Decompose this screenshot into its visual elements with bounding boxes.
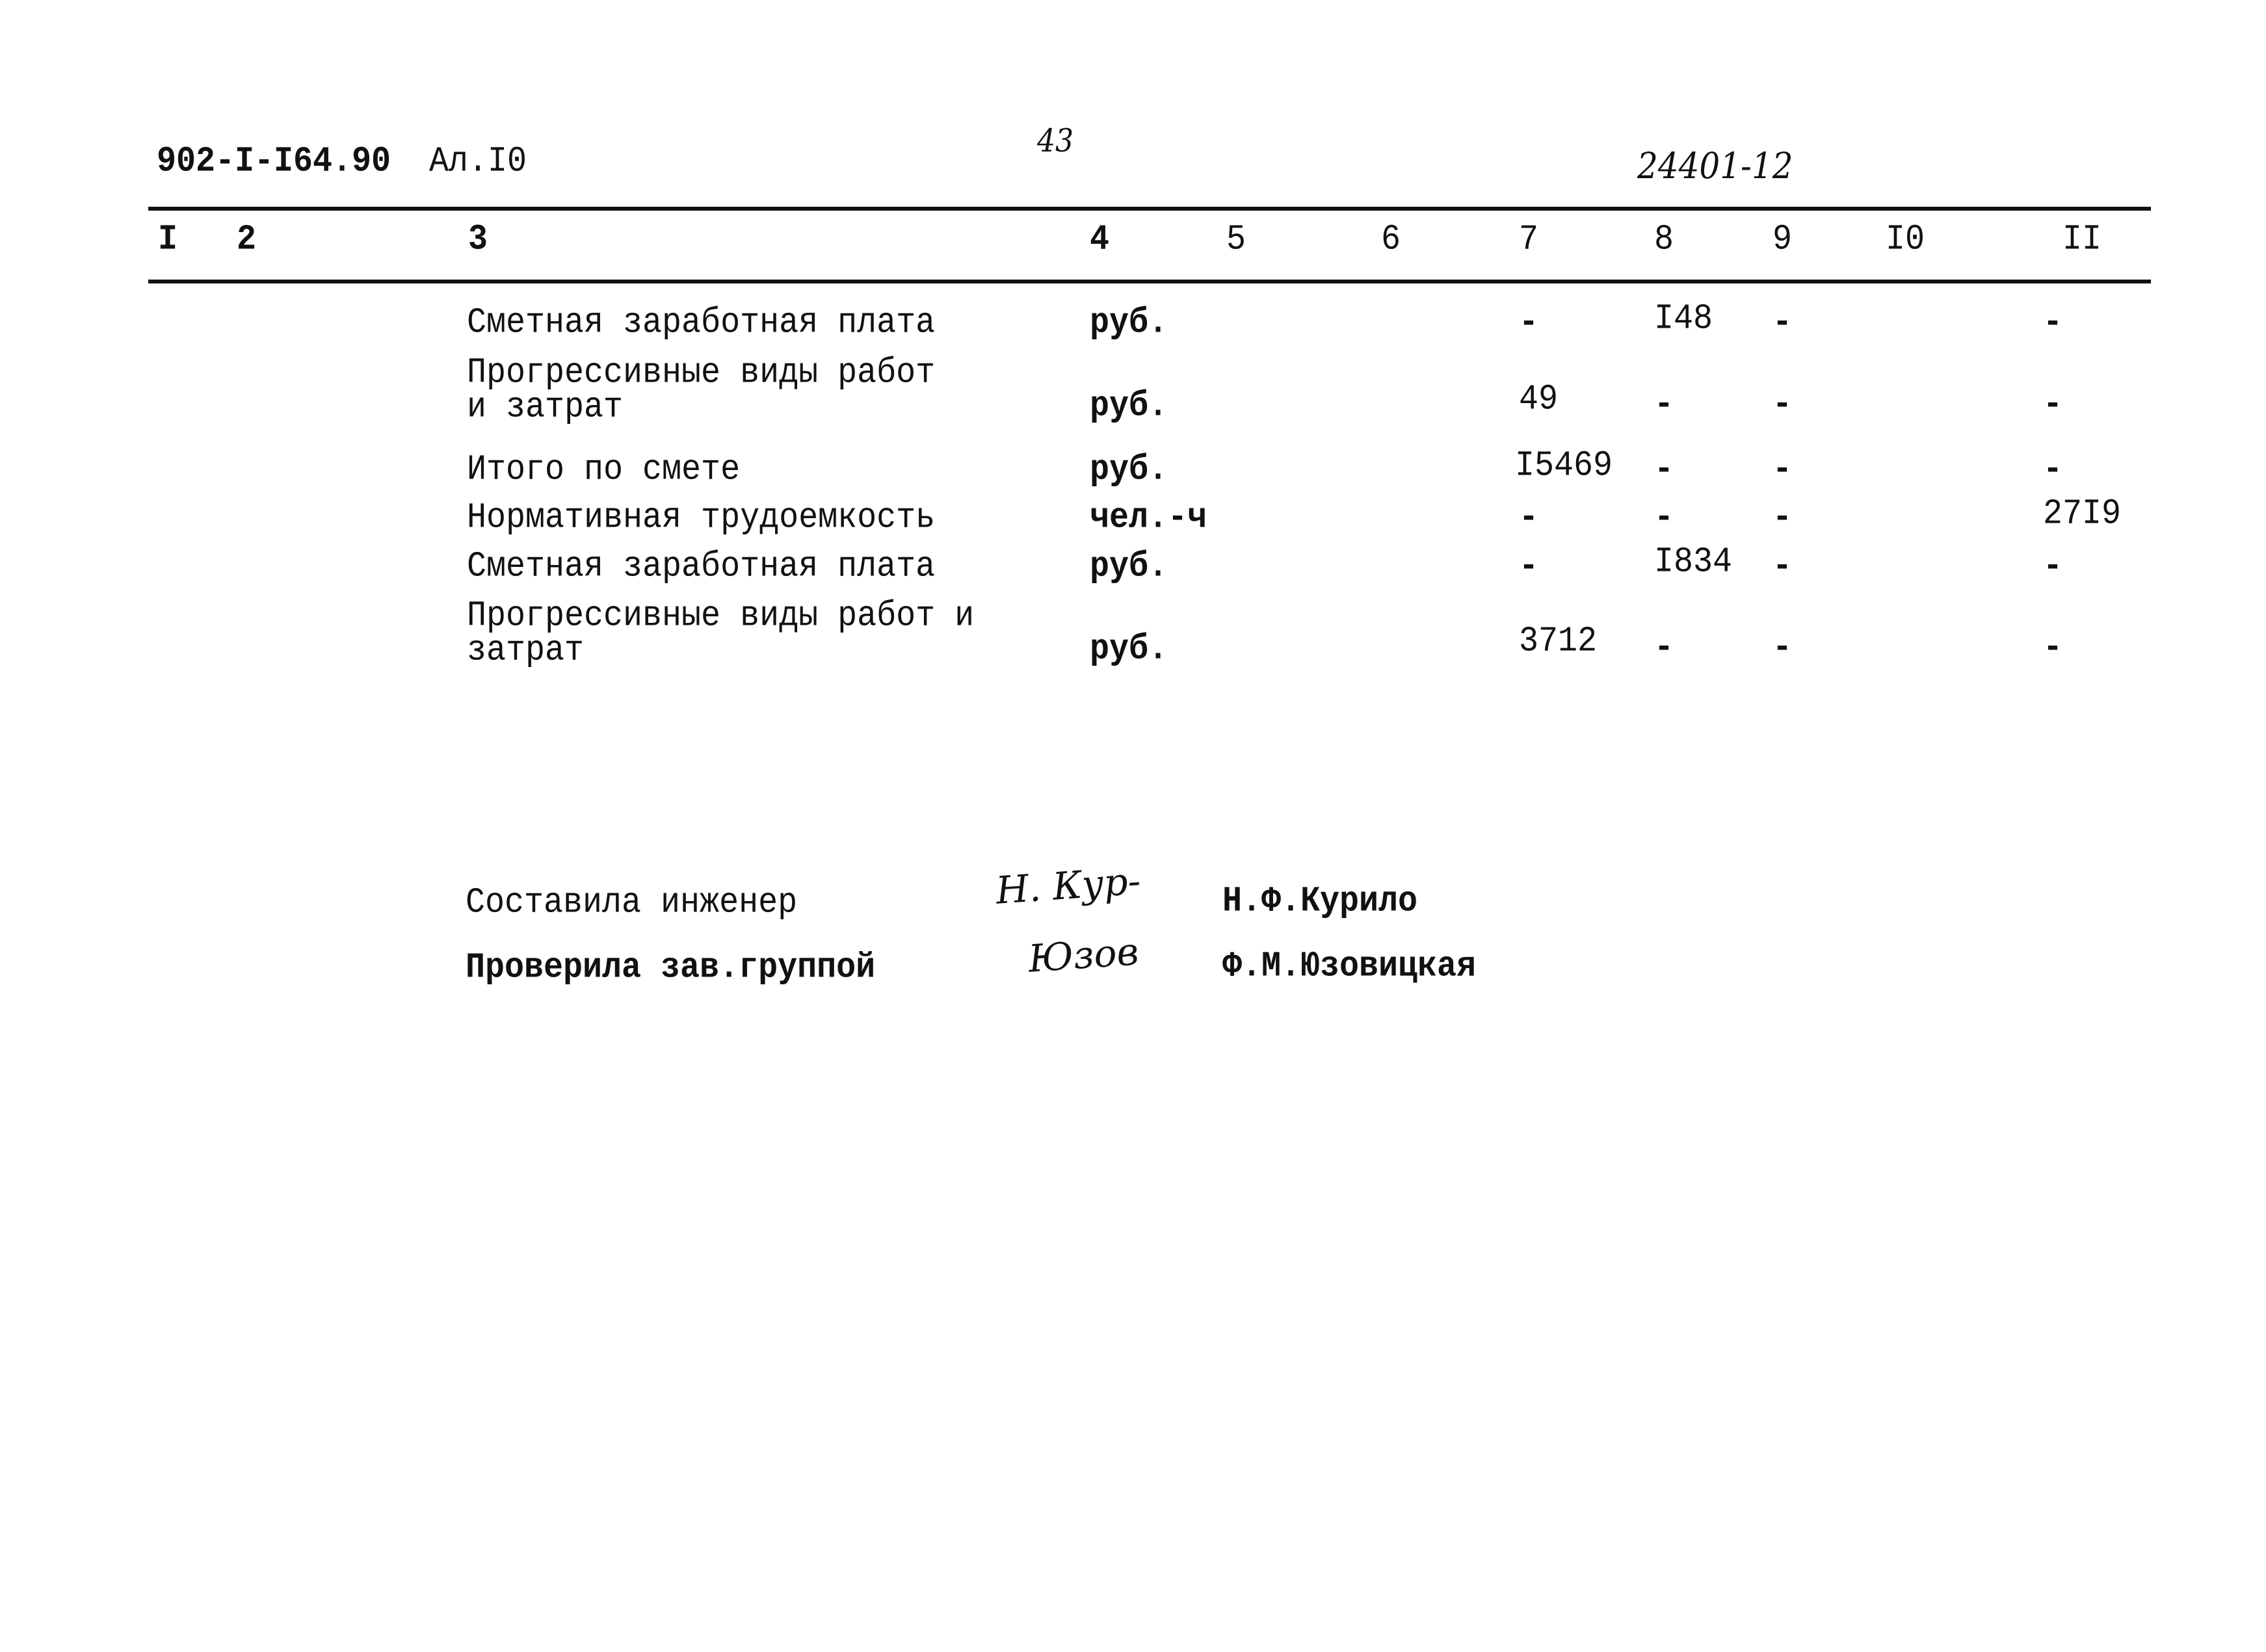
row-col11: - <box>2043 302 2063 344</box>
row-name: Сметная заработная плата <box>467 546 936 588</box>
row-col9: - <box>1772 302 1793 344</box>
album-number: Ал.I0 <box>429 141 527 183</box>
col-header-8: 8 <box>1654 219 1674 261</box>
row-unit: руб. <box>1090 449 1168 491</box>
row-unit: руб. <box>1090 546 1168 588</box>
row-col8: I834 <box>1654 542 1733 583</box>
col-header-1: I <box>158 219 178 261</box>
col-header-6: 6 <box>1381 219 1401 261</box>
row-name: Сметная заработная плата <box>467 302 936 344</box>
row-col9: - <box>1772 497 1793 539</box>
row-col7: - <box>1519 497 1539 539</box>
doc-code: 902-I-I64.90 <box>157 141 391 183</box>
col-header-11: II <box>2062 219 2102 261</box>
col-header-10: I0 <box>1886 219 1925 261</box>
table-top-rule <box>148 207 2151 211</box>
col-header-2: 2 <box>237 219 257 261</box>
row-col7: 49 <box>1519 379 1559 421</box>
row-col9: - <box>1772 627 1793 669</box>
row-col8: - <box>1654 384 1674 426</box>
row-col9: - <box>1772 384 1793 426</box>
row-name: Прогрессивные виды работ и затрат <box>467 596 975 671</box>
handwritten-signature: Н. Кур- <box>994 858 1142 913</box>
row-col11: - <box>2043 627 2063 669</box>
row-col8: - <box>1654 449 1674 491</box>
row-col11: - <box>2043 449 2063 491</box>
row-col7: I5469 <box>1515 445 1613 487</box>
table-header-rule <box>148 280 2151 283</box>
col-header-3: 3 <box>468 219 488 261</box>
row-col11: - <box>2043 384 2063 426</box>
row-col7: - <box>1519 302 1539 344</box>
row-col11: - <box>2043 546 2063 588</box>
col-header-5: 5 <box>1226 219 1246 261</box>
row-col8: - <box>1654 627 1674 669</box>
row-unit: руб. <box>1090 386 1168 427</box>
row-col7: 3712 <box>1519 621 1598 662</box>
col-header-4: 4 <box>1090 219 1110 261</box>
row-unit: чел.-ч <box>1090 497 1207 539</box>
row-col7: - <box>1519 546 1539 588</box>
row-name: Итого по смете <box>467 449 741 491</box>
row-col8: I48 <box>1654 298 1713 340</box>
row-name: Прогрессивные виды работ и затрат <box>467 352 936 428</box>
row-col8: - <box>1654 497 1674 539</box>
row-unit: руб. <box>1090 302 1168 344</box>
row-unit: руб. <box>1090 629 1168 670</box>
row-col9: - <box>1772 449 1793 491</box>
handwritten-signature: Юзов <box>1027 929 1140 981</box>
signer-role: Составила инженер <box>466 882 798 924</box>
row-name: Нормативная трудоемкость <box>467 497 936 539</box>
inventory-number: 24401-12 <box>1637 145 1793 187</box>
col-header-7: 7 <box>1519 219 1539 261</box>
col-header-9: 9 <box>1772 219 1793 261</box>
row-col9: - <box>1772 546 1793 588</box>
signer-name: Н.Ф.Курило <box>1222 881 1418 923</box>
row-col11: 27I9 <box>2043 493 2122 535</box>
signer-name: Ф.М.Юзовицкая <box>1222 946 1477 988</box>
page-number: 43 <box>1037 122 1074 159</box>
signer-role: Проверила зав.группой <box>466 947 876 989</box>
